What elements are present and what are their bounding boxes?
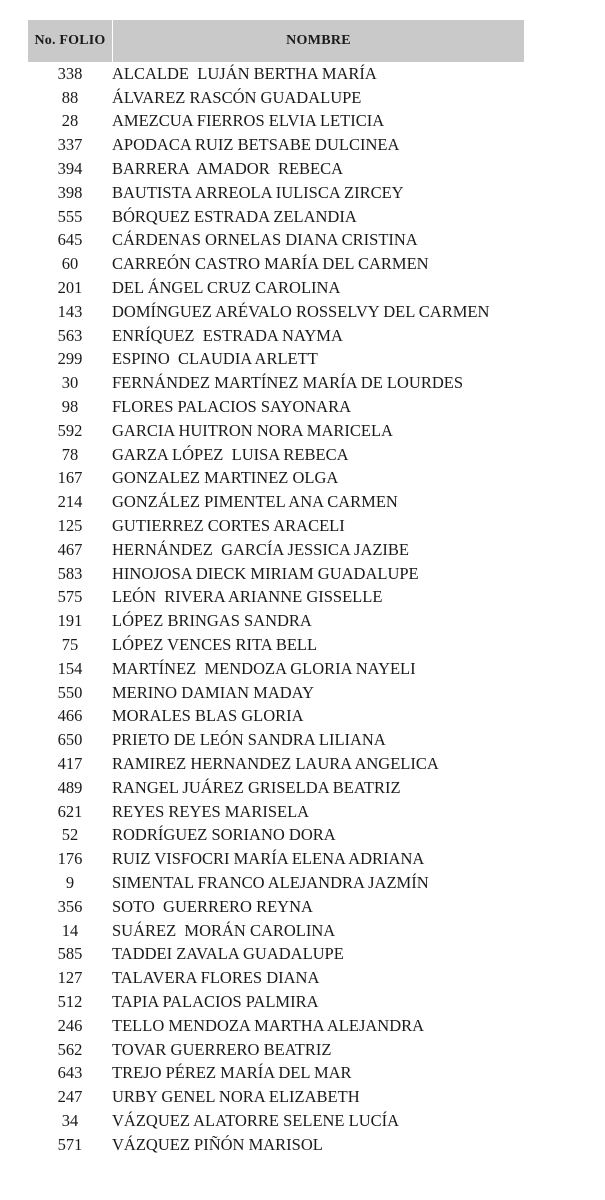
table-header	[28, 20, 524, 62]
folio-cell: 583	[57, 563, 83, 583]
table-row	[28, 86, 588, 110]
folio-cell: 75	[61, 635, 79, 655]
nombre-cell: CÁRDENAS ORNELAS DIANA CRISTINA	[112, 230, 418, 250]
table-row	[28, 895, 588, 919]
folio-cell: 394	[57, 159, 83, 179]
table-row	[28, 847, 588, 871]
nombre-cell: MORALES BLAS GLORIA	[112, 706, 304, 726]
nombre-cell: LÓPEZ BRINGAS SANDRA	[112, 611, 312, 631]
table-row	[28, 800, 588, 824]
header-folio: No. FOLIO	[28, 20, 113, 62]
nombre-cell: VÁZQUEZ ALATORRE SELENE LUCÍA	[112, 1110, 400, 1130]
table-row	[28, 1109, 588, 1133]
nombre-cell: SOTO GUERRERO REYNA	[112, 896, 313, 916]
folio-cell: 9	[65, 872, 75, 892]
table-row	[28, 824, 588, 848]
folio-cell: 467	[57, 539, 83, 559]
folio-cell: 650	[57, 730, 83, 750]
nombre-cell: ENRÍQUEZ ESTRADA NAYMA	[112, 325, 343, 345]
nombre-cell: GARZA LÓPEZ LUISA REBECA	[112, 444, 349, 464]
table-row	[28, 348, 588, 372]
table-row	[28, 467, 588, 491]
table-row	[28, 419, 588, 443]
folio-cell: 299	[57, 349, 83, 369]
folio-cell: 201	[57, 278, 83, 298]
folio-cell: 555	[57, 206, 83, 226]
nombre-cell: LEÓN RIVERA ARIANNE GISSELLE	[112, 587, 383, 607]
nombre-cell: VÁZQUEZ PIÑÓN MARISOL	[112, 1134, 323, 1154]
nombre-cell: BAUTISTA ARREOLA IULISCA ZIRCEY	[112, 182, 404, 202]
nombre-cell: LÓPEZ VENCES RITA BELL	[112, 635, 318, 655]
table-row	[28, 990, 588, 1014]
nombre-cell: REYES REYES MARISELA	[112, 801, 310, 821]
table-row	[28, 586, 588, 610]
nombre-cell: TELLO MENDOZA MARTHA ALEJANDRA	[112, 1015, 425, 1035]
folio-cell: 30	[61, 373, 79, 393]
folio-cell: 643	[57, 1063, 83, 1083]
folio-cell: 489	[57, 777, 83, 797]
table-row	[28, 490, 588, 514]
table-row	[28, 562, 588, 586]
table-row	[28, 300, 588, 324]
folio-cell: 246	[57, 1015, 83, 1035]
table-row	[28, 324, 588, 348]
folio-cell: 214	[57, 492, 83, 512]
nombre-cell: RAMIREZ HERNANDEZ LAURA ANGELICA	[112, 754, 439, 773]
table-row	[28, 1085, 588, 1109]
folio-cell: 563	[57, 325, 83, 345]
table-row	[28, 252, 588, 276]
table-row	[28, 538, 588, 562]
table-row	[28, 110, 588, 134]
table-row	[28, 62, 588, 86]
nombre-cell: APODACA RUIZ BETSABE DULCINEA	[112, 135, 400, 155]
table-row	[28, 728, 588, 752]
nombre-cell: FERNÁNDEZ MARTÍNEZ MARÍA DE LOURDES	[112, 373, 464, 393]
nombre-cell: GONZALEZ MARTINEZ OLGA	[112, 468, 339, 488]
table-row	[28, 395, 588, 419]
folio-cell: 143	[57, 301, 83, 321]
table-row	[28, 609, 588, 633]
table-row	[28, 1061, 588, 1085]
nombre-cell: BÓRQUEZ ESTRADA ZELANDIA	[112, 206, 357, 226]
nombre-cell: DEL ÁNGEL CRUZ CAROLINA	[112, 278, 341, 298]
folio-cell: 34	[61, 1110, 79, 1130]
nombre-cell: SUÁREZ MORÁN CAROLINA	[112, 920, 336, 940]
nombre-cell: CARREÓN CASTRO MARÍA DEL CARMEN	[112, 254, 429, 274]
folio-cell: 466	[57, 706, 83, 726]
nombre-cell: TOVAR GUERRERO BEATRIZ	[112, 1039, 332, 1059]
folio-cell: 60	[61, 254, 79, 274]
folio-cell: 571	[57, 1134, 83, 1154]
folio-cell: 14	[61, 920, 79, 940]
folio-cell: 550	[57, 682, 83, 702]
nombre-cell: RUIZ VISFOCRI MARÍA ELENA ADRIANA	[112, 849, 425, 869]
table-row	[28, 633, 588, 657]
folio-cell: 562	[57, 1039, 83, 1059]
table-row	[28, 1014, 588, 1038]
nombre-cell: HINOJOSA DIECK MIRIAM GUADALUPE	[112, 563, 419, 583]
table-row	[28, 443, 588, 467]
table-row	[28, 133, 588, 157]
nombre-cell: GARCIA HUITRON NORA MARICELA	[112, 420, 393, 440]
nombre-cell: RODRÍGUEZ SORIANO DORA	[112, 825, 336, 845]
nombre-cell: TADDEI ZAVALA GUADALUPE	[112, 944, 344, 964]
nombre-cell: ÁLVAREZ RASCÓN GUADALUPE	[112, 87, 362, 107]
folio-cell: 337	[57, 135, 83, 155]
folio-cell: 338	[57, 63, 83, 83]
table-row	[28, 919, 588, 943]
folio-cell: 125	[57, 516, 83, 536]
table-row	[28, 752, 588, 776]
folio-cell: 585	[57, 944, 83, 964]
table-row	[28, 229, 588, 253]
table-row	[28, 1133, 588, 1157]
table-row	[28, 514, 588, 538]
table-row	[28, 371, 588, 395]
nombre-cell: DOMÍNGUEZ ARÉVALO ROSSELVY DEL CARMEN	[112, 301, 490, 321]
nombre-cell: MARTÍNEZ MENDOZA GLORIA NAYELI	[112, 658, 416, 678]
nombre-cell: PRIETO DE LEÓN SANDRA LILIANA	[112, 730, 386, 750]
table-row	[28, 942, 588, 966]
folio-cell: 78	[61, 444, 79, 464]
folio-cell: 88	[61, 87, 79, 107]
folio-cell: 512	[57, 991, 83, 1011]
table-row	[28, 205, 588, 229]
folio-cell: 356	[57, 896, 83, 916]
nombre-cell: TAPIA PALACIOS PALMIRA	[112, 991, 319, 1011]
nombre-cell: GUTIERREZ CORTES ARACELI	[112, 516, 345, 536]
header-nombre: NOMBRE	[286, 33, 351, 48]
nombre-cell: FLORES PALACIOS SAYONARA	[112, 397, 352, 417]
table-body	[28, 62, 588, 1157]
table-row	[28, 966, 588, 990]
nombre-cell: ALCALDE LUJÁN BERTHA MARÍA	[112, 63, 377, 83]
table-row	[28, 871, 588, 895]
folio-cell: 167	[57, 468, 83, 488]
folio-cell: 191	[57, 611, 83, 631]
table-row	[28, 276, 588, 300]
folio-cell: 28	[61, 111, 79, 131]
folio-cell: 52	[61, 825, 79, 845]
folio-cell: 417	[57, 754, 83, 773]
nombre-cell: TREJO PÉREZ MARÍA DEL MAR	[112, 1063, 352, 1083]
nombre-cell: HERNÁNDEZ GARCÍA JESSICA JAZIBE	[112, 539, 410, 559]
nombre-cell: RANGEL JUÁREZ GRISELDA BEATRIZ	[112, 777, 401, 797]
folio-cell: 127	[57, 968, 83, 988]
folio-cell: 154	[57, 658, 83, 678]
table-row	[28, 157, 588, 181]
folio-cell: 621	[57, 801, 83, 821]
nombre-cell: GONZÁLEZ PIMENTEL ANA CARMEN	[112, 492, 398, 512]
folio-cell: 247	[57, 1087, 83, 1107]
nombre-cell: AMEZCUA FIERROS ELVIA LETICIA	[112, 111, 385, 131]
folio-cell: 398	[57, 182, 83, 202]
folio-cell: 592	[57, 420, 83, 440]
table-row	[28, 181, 588, 205]
folio-cell: 645	[57, 230, 83, 250]
table-row	[28, 681, 588, 705]
nombre-cell: MERINO DAMIAN MADAY	[112, 682, 314, 702]
nombre-cell: URBY GENEL NORA ELIZABETH	[112, 1087, 360, 1107]
table-row	[28, 705, 588, 729]
nombre-cell: BARRERA AMADOR REBECA	[112, 159, 344, 179]
nombre-cell: SIMENTAL FRANCO ALEJANDRA JAZMÍN	[112, 872, 429, 892]
table-row	[28, 657, 588, 681]
nombre-cell: TALAVERA FLORES DIANA	[112, 968, 320, 988]
nombre-cell: ESPINO CLAUDIA ARLETT	[112, 349, 318, 369]
table-row	[28, 1038, 588, 1062]
table-row	[28, 776, 588, 800]
folio-cell: 98	[61, 397, 79, 417]
folio-cell: 575	[57, 587, 83, 607]
folio-cell: 176	[57, 849, 83, 869]
